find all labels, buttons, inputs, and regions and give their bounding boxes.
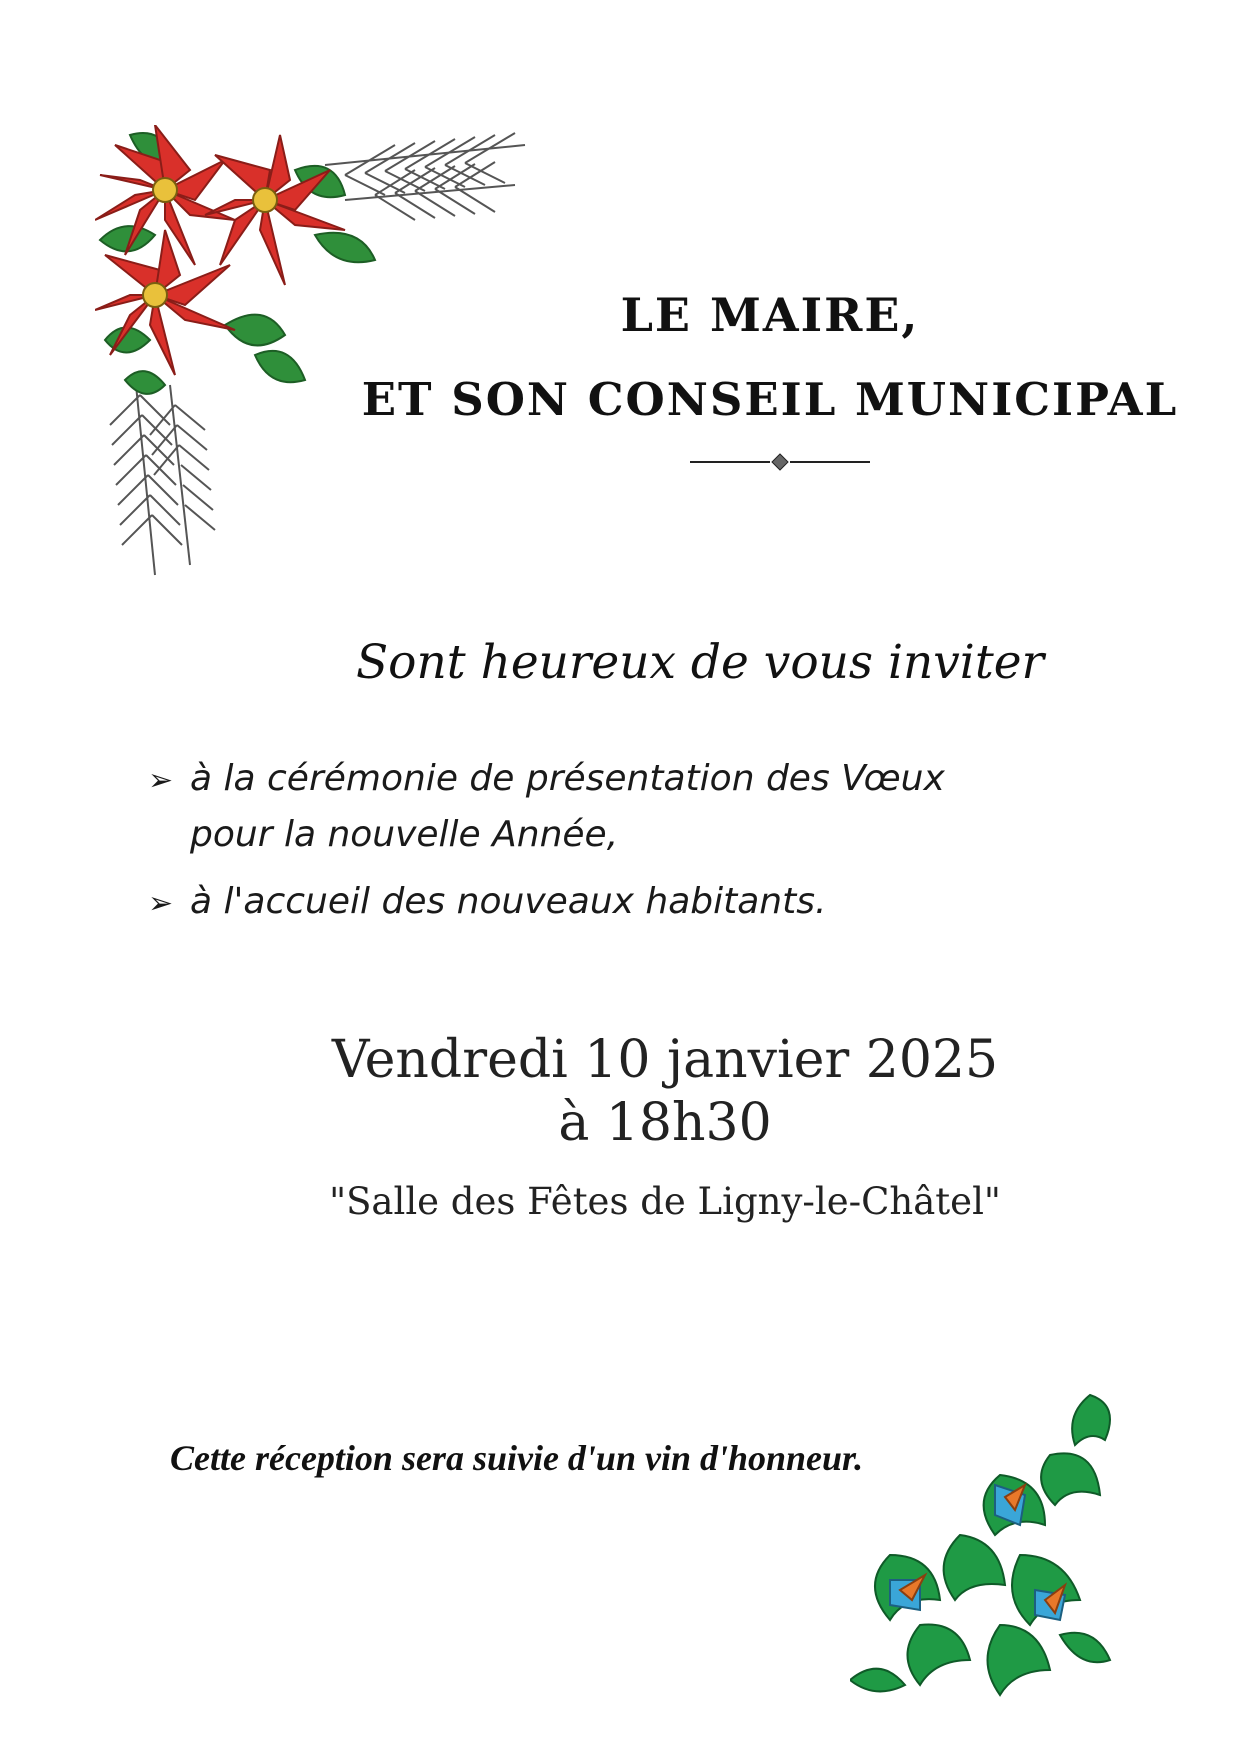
green-floral-ornament-icon bbox=[850, 1385, 1150, 1705]
bullet-text: à la cérémonie de présentation des Vœux bbox=[190, 758, 945, 799]
event-venue: "Salle des Fêtes de Ligny-le-Châtel" bbox=[329, 1180, 1001, 1223]
heading-line-2: ET SON CONSEIL MUNICIPAL bbox=[361, 373, 1179, 426]
arrow-bullet-icon: ➢ bbox=[148, 886, 174, 921]
diamond-divider-icon bbox=[690, 452, 870, 472]
heading-line-1: LE MAIRE, bbox=[620, 288, 920, 342]
poinsettia-corner-icon bbox=[95, 125, 575, 605]
bullet-item-voeux bbox=[148, 752, 945, 808]
invitation-text: Sont heureux de vous inviter bbox=[355, 635, 1045, 690]
bullet-text-continuation: pour la nouvelle Année, bbox=[190, 814, 619, 855]
event-time: à 18h30 bbox=[558, 1093, 772, 1153]
bullet-item-habitants bbox=[148, 875, 826, 931]
arrow-bullet-icon: ➢ bbox=[148, 763, 174, 798]
event-date: Vendredi 10 janvier 2025 bbox=[331, 1030, 999, 1090]
bullet-text: à l'accueil des nouveaux habitants. bbox=[190, 881, 827, 922]
reception-note: Cette réception sera suivie d'un vin d'honneur. bbox=[170, 1438, 864, 1478]
